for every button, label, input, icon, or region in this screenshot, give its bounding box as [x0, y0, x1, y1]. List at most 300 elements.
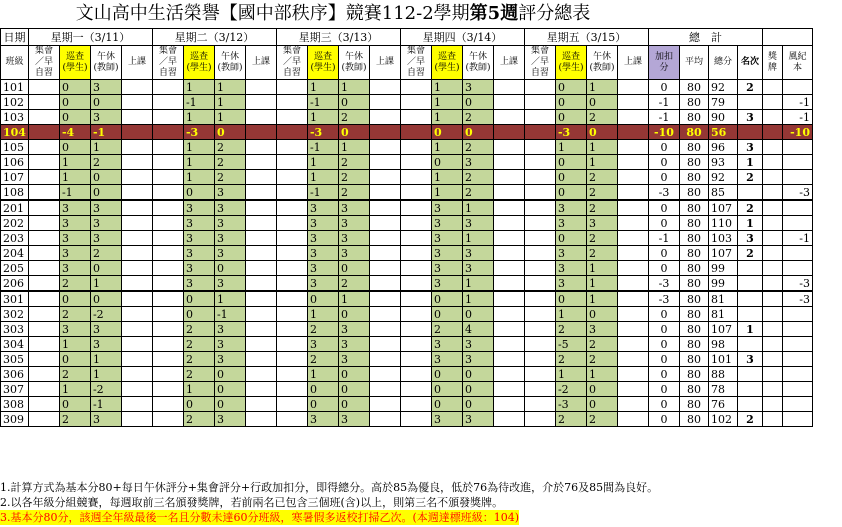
score-cell [276, 367, 307, 382]
score-cell: 2 [338, 276, 369, 292]
total-header: 總 計 [648, 29, 762, 46]
score-cell: -1 [307, 140, 338, 155]
score-cell: 3 [307, 231, 338, 246]
book-cell: -10 [782, 125, 812, 140]
score-cell [524, 110, 555, 125]
avg-cell: 80 [679, 140, 708, 155]
score-cell: 1 [214, 95, 245, 110]
score-cell [121, 276, 152, 292]
score-cell [152, 276, 183, 292]
score-cell: 2 [555, 412, 586, 427]
total-cell: 78 [708, 382, 737, 397]
score-cell [276, 291, 307, 307]
score-cell: 2 [586, 185, 617, 201]
total-cell: 81 [708, 291, 737, 307]
adj-cell: 0 [648, 155, 679, 170]
rank-cell [737, 397, 762, 412]
medal-cell [762, 307, 782, 322]
score-cell [276, 80, 307, 95]
score-cell: 3 [338, 412, 369, 427]
score-cell [152, 382, 183, 397]
score-cell: 1 [338, 291, 369, 307]
score-cell: 2 [307, 322, 338, 337]
score-cell [493, 246, 524, 261]
score-cell [369, 140, 400, 155]
score-cell: 3 [462, 246, 493, 261]
score-cell [369, 110, 400, 125]
score-cell [121, 261, 152, 276]
class-cell: 303 [1, 322, 29, 337]
score-cell: 0 [307, 382, 338, 397]
score-cell: 3 [183, 276, 214, 292]
score-cell: 1 [338, 140, 369, 155]
table-row [1, 246, 813, 261]
avg-cell: 80 [679, 216, 708, 231]
medal-cell [762, 125, 782, 140]
score-cell: 3 [307, 412, 338, 427]
score-cell: 3 [90, 216, 121, 231]
score-cell [617, 125, 648, 140]
book-cell [782, 80, 812, 95]
score-cell: 0 [183, 291, 214, 307]
total-col-header: 風紀本 [782, 46, 812, 80]
class-cell: 105 [1, 140, 29, 155]
score-cell [369, 80, 400, 95]
adj-cell: 0 [648, 170, 679, 185]
score-cell: 1 [555, 307, 586, 322]
total-cell: 99 [708, 276, 737, 292]
score-cell: 0 [431, 307, 462, 322]
title-suffix: 評分總表 [518, 3, 591, 24]
score-cell: 3 [90, 322, 121, 337]
adj-cell: -10 [648, 125, 679, 140]
score-cell [121, 382, 152, 397]
score-cell: 0 [462, 95, 493, 110]
score-cell [524, 140, 555, 155]
avg-cell: 80 [679, 200, 708, 216]
medal-cell [762, 367, 782, 382]
score-cell [400, 95, 431, 110]
score-cell [617, 216, 648, 231]
score-cell [245, 95, 276, 110]
class-label: 班級 [1, 46, 29, 80]
score-cell [121, 170, 152, 185]
score-cell [524, 170, 555, 185]
score-cell: 1 [462, 200, 493, 216]
score-cell: 3 [214, 337, 245, 352]
class-cell: 102 [1, 95, 29, 110]
score-cell: 3 [183, 216, 214, 231]
score-cell: 0 [431, 367, 462, 382]
medal-cell [762, 110, 782, 125]
score-cell [524, 352, 555, 367]
score-cell [524, 125, 555, 140]
class-cell: 202 [1, 216, 29, 231]
score-cell [152, 246, 183, 261]
score-cell [369, 412, 400, 427]
score-cell: 0 [214, 125, 245, 140]
score-cell [276, 412, 307, 427]
book-cell [782, 337, 812, 352]
table-row [1, 110, 813, 125]
score-cell: 3 [338, 322, 369, 337]
score-cell [617, 200, 648, 216]
score-cell: 3 [214, 216, 245, 231]
total-cell: 110 [708, 216, 737, 231]
score-cell: -4 [59, 125, 90, 140]
score-cell: 1 [307, 367, 338, 382]
book-cell: -1 [782, 95, 812, 110]
rank-cell: 2 [737, 80, 762, 95]
score-cell [369, 337, 400, 352]
score-cell: 4 [462, 322, 493, 337]
sub-col-header: 午休(教師) [90, 46, 121, 80]
score-cell [276, 95, 307, 110]
score-cell: 0 [586, 125, 617, 140]
score-cell [28, 246, 59, 261]
table-row [1, 125, 813, 140]
score-cell: 0 [462, 397, 493, 412]
score-cell [276, 125, 307, 140]
class-cell: 101 [1, 80, 29, 95]
book-cell [782, 412, 812, 427]
score-cell: 0 [431, 155, 462, 170]
score-cell: 1 [214, 80, 245, 95]
table-row [1, 231, 813, 246]
score-cell [400, 200, 431, 216]
day-header: 星期三（3/13） [276, 29, 400, 46]
score-cell: 3 [214, 200, 245, 216]
score-cell [245, 367, 276, 382]
adj-cell: 0 [648, 352, 679, 367]
total-cell: 101 [708, 352, 737, 367]
score-cell: 1 [90, 352, 121, 367]
sub-col-header: 集會／早自習 [276, 46, 307, 80]
score-cell: 2 [462, 170, 493, 185]
score-cell: 0 [586, 382, 617, 397]
score-cell [276, 307, 307, 322]
score-cell: 1 [586, 140, 617, 155]
score-cell: 0 [462, 382, 493, 397]
score-cell [28, 276, 59, 292]
score-cell: 1 [90, 367, 121, 382]
avg-cell: 80 [679, 125, 708, 140]
score-cell [369, 352, 400, 367]
score-cell [152, 80, 183, 95]
score-cell: 3 [555, 216, 586, 231]
score-cell [276, 155, 307, 170]
score-cell [369, 382, 400, 397]
score-cell [524, 307, 555, 322]
table-row [1, 291, 813, 307]
total-cell: 56 [708, 125, 737, 140]
date-label: 日期 [1, 29, 29, 46]
score-cell: 3 [183, 200, 214, 216]
score-cell: 2 [586, 170, 617, 185]
score-cell: 0 [183, 397, 214, 412]
score-cell [617, 307, 648, 322]
rank-cell: 1 [737, 322, 762, 337]
table-row [1, 185, 813, 201]
adj-cell: -1 [648, 231, 679, 246]
score-cell [369, 322, 400, 337]
score-cell [245, 261, 276, 276]
score-cell [369, 125, 400, 140]
score-cell [493, 291, 524, 307]
score-cell [276, 337, 307, 352]
score-cell [369, 246, 400, 261]
score-cell [28, 155, 59, 170]
score-cell: 1 [586, 261, 617, 276]
score-cell [152, 412, 183, 427]
avg-cell: 80 [679, 110, 708, 125]
sub-col-header: 巡查(學生) [307, 46, 338, 80]
avg-cell: 80 [679, 322, 708, 337]
total-col-header: 獎牌 [762, 46, 782, 80]
score-cell: 2 [462, 185, 493, 201]
score-cell: 2 [59, 367, 90, 382]
avg-cell: 80 [679, 155, 708, 170]
sub-col-header: 上課 [493, 46, 524, 80]
score-cell [28, 95, 59, 110]
score-cell: 2 [586, 231, 617, 246]
adj-cell: -3 [648, 291, 679, 307]
sub-col-header: 巡查(學生) [59, 46, 90, 80]
score-cell: 0 [431, 382, 462, 397]
book-cell [782, 397, 812, 412]
score-cell: 3 [555, 261, 586, 276]
score-cell [28, 140, 59, 155]
score-cell [28, 291, 59, 307]
score-cell [493, 200, 524, 216]
score-cell [400, 322, 431, 337]
score-cell: 2 [338, 170, 369, 185]
score-cell [121, 231, 152, 246]
score-cell [617, 322, 648, 337]
score-cell [617, 95, 648, 110]
score-cell: 1 [307, 155, 338, 170]
book-cell: -3 [782, 185, 812, 201]
score-cell: 3 [183, 231, 214, 246]
score-cell [369, 397, 400, 412]
score-cell [28, 80, 59, 95]
note-3: 3.基本分80分，該週全年級最後一名且分數未達60分班級，寒暑假多返校打掃乙次。(本週達標班級：104) [0, 511, 520, 524]
score-cell [276, 261, 307, 276]
score-cell [493, 412, 524, 427]
score-cell: 1 [214, 110, 245, 125]
score-cell: 3 [338, 200, 369, 216]
score-cell: -3 [183, 125, 214, 140]
sub-col-header: 午休(教師) [338, 46, 369, 80]
score-cell: 0 [338, 95, 369, 110]
book-cell: -3 [782, 276, 812, 292]
score-cell [28, 322, 59, 337]
score-cell: 1 [586, 367, 617, 382]
score-cell: 0 [90, 291, 121, 307]
score-cell [400, 80, 431, 95]
score-cell: 1 [431, 170, 462, 185]
score-cell [152, 125, 183, 140]
score-cell [493, 140, 524, 155]
score-cell: 2 [90, 155, 121, 170]
score-cell [121, 412, 152, 427]
class-cell: 308 [1, 397, 29, 412]
score-cell: 2 [59, 276, 90, 292]
rank-cell [737, 276, 762, 292]
score-cell: 3 [431, 231, 462, 246]
score-cell [493, 322, 524, 337]
score-cell: 0 [462, 307, 493, 322]
score-cell: 2 [586, 337, 617, 352]
total-cell: 93 [708, 155, 737, 170]
score-cell: 1 [555, 140, 586, 155]
score-cell [493, 185, 524, 201]
medal-cell [762, 261, 782, 276]
score-cell: 1 [338, 80, 369, 95]
rank-cell: 3 [737, 231, 762, 246]
score-cell: 1 [462, 231, 493, 246]
score-cell [245, 397, 276, 412]
score-cell [617, 80, 648, 95]
score-cell: 3 [90, 200, 121, 216]
score-cell: 3 [462, 412, 493, 427]
score-cell [152, 261, 183, 276]
score-cell [152, 95, 183, 110]
score-cell [369, 185, 400, 201]
score-cell [400, 231, 431, 246]
rank-cell [737, 261, 762, 276]
score-cell [493, 367, 524, 382]
score-cell [28, 412, 59, 427]
class-cell: 307 [1, 382, 29, 397]
score-cell: 3 [431, 246, 462, 261]
score-cell: 3 [462, 155, 493, 170]
medal-cell [762, 95, 782, 110]
table-row [1, 276, 813, 292]
score-cell: 1 [462, 276, 493, 292]
score-cell: 0 [338, 397, 369, 412]
adj-cell: 0 [648, 337, 679, 352]
score-cell [400, 140, 431, 155]
score-cell: 2 [431, 322, 462, 337]
score-cell: 0 [90, 95, 121, 110]
total-col-header: 總分 [708, 46, 737, 80]
class-cell: 204 [1, 246, 29, 261]
score-cell: 3 [59, 216, 90, 231]
avg-cell: 80 [679, 276, 708, 292]
score-cell [121, 397, 152, 412]
score-cell [152, 185, 183, 201]
score-cell: 1 [586, 155, 617, 170]
score-cell: 3 [90, 412, 121, 427]
score-cell: 0 [307, 291, 338, 307]
score-cell: 3 [59, 200, 90, 216]
score-cell: 2 [338, 110, 369, 125]
score-cell: 0 [586, 307, 617, 322]
adj-cell: 0 [648, 216, 679, 231]
score-cell [369, 170, 400, 185]
score-cell: 0 [214, 261, 245, 276]
score-cell [245, 125, 276, 140]
adj-cell: 0 [648, 367, 679, 382]
day-header: 星期一（3/11） [28, 29, 152, 46]
score-cell [524, 337, 555, 352]
score-cell [617, 170, 648, 185]
score-cell [28, 382, 59, 397]
score-cell: 3 [183, 246, 214, 261]
score-cell [276, 170, 307, 185]
medal-cell [762, 352, 782, 367]
book-cell [782, 307, 812, 322]
score-cell [400, 276, 431, 292]
score-cell [617, 140, 648, 155]
score-cell [152, 337, 183, 352]
score-cell: 0 [431, 397, 462, 412]
score-cell: 0 [90, 185, 121, 201]
score-cell: 0 [214, 367, 245, 382]
score-cell: 3 [555, 200, 586, 216]
score-cell: 3 [555, 276, 586, 292]
avg-cell: 80 [679, 291, 708, 307]
score-cell: 1 [431, 110, 462, 125]
book-cell: -3 [782, 291, 812, 307]
score-cell: 2 [59, 307, 90, 322]
score-cell [524, 291, 555, 307]
score-cell: 3 [462, 261, 493, 276]
score-cell: 2 [183, 337, 214, 352]
score-cell [524, 231, 555, 246]
score-cell [121, 291, 152, 307]
score-cell [152, 291, 183, 307]
score-cell: 1 [431, 95, 462, 110]
score-cell: 3 [214, 185, 245, 201]
score-cell: 3 [214, 231, 245, 246]
score-cell [276, 200, 307, 216]
total-col-header: 平均 [679, 46, 708, 80]
score-cell [28, 337, 59, 352]
score-cell: 3 [59, 322, 90, 337]
rank-cell [737, 382, 762, 397]
score-cell [152, 155, 183, 170]
score-cell: 2 [183, 367, 214, 382]
score-cell [245, 231, 276, 246]
score-cell: 1 [586, 80, 617, 95]
adj-cell: 0 [648, 322, 679, 337]
sub-col-header: 集會／早自習 [524, 46, 555, 80]
score-cell: 0 [555, 185, 586, 201]
score-cell: 2 [338, 155, 369, 170]
score-cell [369, 95, 400, 110]
total-cell: 107 [708, 322, 737, 337]
avg-cell: 80 [679, 170, 708, 185]
score-cell: 1 [59, 155, 90, 170]
medal-cell [762, 80, 782, 95]
adj-cell: 0 [648, 397, 679, 412]
score-cell [400, 125, 431, 140]
score-cell: 1 [183, 140, 214, 155]
score-cell [121, 185, 152, 201]
score-cell [369, 276, 400, 292]
score-cell: 1 [586, 276, 617, 292]
score-cell [493, 80, 524, 95]
score-cell: 0 [90, 261, 121, 276]
score-cell: 0 [59, 352, 90, 367]
avg-cell: 80 [679, 412, 708, 427]
score-cell [369, 155, 400, 170]
score-cell [369, 231, 400, 246]
medal-cell [762, 382, 782, 397]
score-cell [617, 337, 648, 352]
